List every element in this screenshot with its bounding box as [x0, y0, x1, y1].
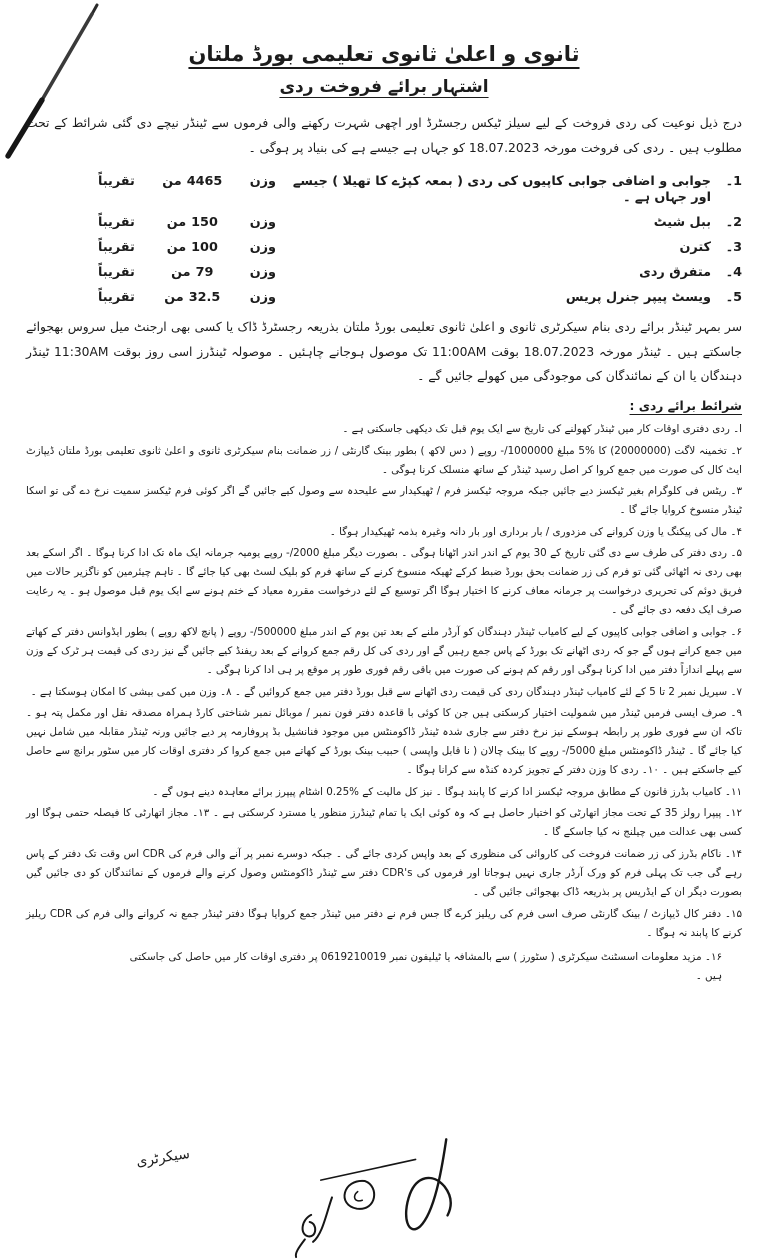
- weight-approx: تقریباً: [98, 289, 135, 305]
- scrap-item-label: ویسٹ پیپر جنرل پریس: [565, 289, 711, 305]
- condition-item-16: ۱۶۔ مزید معلومات اسسٹنٹ سیکرٹری ( سٹورز ) سے بالمشافہ یا ٹیلیفون نمبر 0619210019 پر دفتری اوقات کار میں حاصل کی جاسکتی ہیں ۔: [129, 950, 722, 982]
- weight-approx: تقریباً: [98, 239, 135, 255]
- scrap-item-number: 2۔: [725, 214, 742, 230]
- weight-value: 100: [191, 239, 218, 255]
- condition-item-5: ۵۔ ردی دفتر کی طرف سے دی گئی تاریخ کے 30 یوم کے اندر اندر اٹھانا ہوگی ۔ بصورت دیگر مبلغ 2000/- روپے یومیہ جرمانہ ایک ماہ تک ادا کرنا ہوگا ۔ اگر اسکے بعد بھی ردی نہ اٹھائی گئی تو فرم کی زر ضمانت بحق بورڈ ضبط کرکے ٹھیکہ منسوخ کرنے کے ساتھ فرم کو بلیک لسٹ بھی کیا جائے گا ۔ تاہم چیئرمین کو ناگزیر حالات میں فریق دوئم کی تحریری درخواست پر جرمانہ معاف کرنے کا اختیار ہوگا اگر توسیع کے لئے درخواست مقررہ معیاد کے ختم ہونے سے ایک یوم قبل موصول ہو ۔ یہ رعایت صرف ایک دفعہ دی جائے گی ۔: [26, 547, 742, 617]
- conditions-list: [26, 420, 742, 986]
- weight-unit: من: [171, 264, 191, 280]
- condition-item-11: ۱۱۔ کامیاب بڈرز قانون کے مطابق مروجہ ٹیکسز ادا کرنے کا پابند ہوگا ۔ نیز کل مالیت کے %0.25 اشٹام پیپرز برائے معاہدہ دینے ہوں گے ۔: [152, 785, 742, 798]
- weight-label: وزن: [249, 214, 276, 230]
- weight-value-unit: [164, 290, 220, 305]
- weight-label: وزن: [249, 239, 276, 255]
- scrap-item-weight: [98, 240, 276, 255]
- scrap-item-weight: [98, 290, 276, 305]
- weight-value: 79: [195, 264, 214, 280]
- weight-value: 4465: [186, 173, 223, 189]
- scrap-item-label: ببل شیٹ: [653, 214, 711, 230]
- scrap-item-weight: [98, 174, 276, 189]
- weight-value-unit: [171, 265, 213, 280]
- intro-line-1: درج ذیل نوعیت کی ردی فروخت کے لیے سیلز ٹیکس رجسٹرڈ اور اچھی شہرت رکھنے والی فرموں سے ٹینڈر نیچے دی گئی شرائط کے تحت مطلوب ہیں ۔: [26, 116, 742, 155]
- scrap-item-row-5: [26, 284, 742, 309]
- scrap-item-row-3: [26, 234, 742, 259]
- condition-item-3: ۳۔ ریٹس فی کلوگرام بغیر ٹیکسز دیے جائیں جبکہ مروجہ ٹیکسز فرم / ٹھیکیدار سے علیحدہ سے وصول کیے جائیں گے اگر کوئی فرم ٹیکسز سمیت نرخ دے گی تو اسکا ٹینڈر منسوخ کروایا جائے گا ۔: [26, 485, 742, 517]
- scrap-item-label: کترن: [679, 239, 711, 255]
- scrap-item-row-1: [26, 168, 742, 209]
- weight-value: 150: [191, 214, 218, 230]
- conditions-heading: شرائط برائے ردی :: [629, 398, 742, 413]
- scrap-item-row-4: [26, 259, 742, 284]
- scrap-item-desc: [679, 239, 742, 255]
- submission-paragraph: سر بمہر ٹینڈر برائے ردی بنام سیکرٹری ثانوی و اعلیٰ ثانوی تعلیمی بورڈ ملتان بذریعہ رجسٹرڈ ڈاک یا کسی بھی ارجنٹ میل سروس بھجوائے جاسکتے ہیں ۔ ٹینڈر مورخہ 18.07.2023 بوقت 11:00AM تک موصول ہوجانے چاہئیں ۔ موصولہ ٹینڈرز اسی روز بوقت 11:30AM ٹینڈر دہندگان یا ان کے نمائندگان کی موجودگی میں کھولے جائیں گے ۔: [26, 320, 742, 384]
- condition-item-4: ۴۔ مال کی پیکنگ یا وزن کروانے کی مزدوری / بار برداری اور بار دانہ وغیرہ بذمہ ٹھیکیدار ہوگا ۔: [329, 525, 742, 538]
- weight-label: وزن: [249, 289, 276, 305]
- scrap-item-number: 4۔: [725, 264, 742, 280]
- intro-paragraph: [26, 111, 742, 160]
- weight-unit: من: [162, 173, 182, 189]
- weight-value-unit: [162, 174, 222, 189]
- weight-label: وزن: [249, 173, 276, 189]
- weight-approx: تقریباً: [98, 264, 135, 280]
- condition-item-6: ۶۔ جوابی و اضافی جوابی کاپیوں کے لیے کامیاب ٹینڈر دہندگان کو آرڈر ملنے کے بعد تین یوم کے اندر مبلغ 500000/- روپے ( پانچ لاکھ روپے ) بطور ایڈوانس دفتر کے کھاتے میں جمع کرانے ہوں گے جو کہ ردی اٹھانے تک بورڈ کے پاس جمع رہیں گے اور ردی کی کل رقم جمع کروانے کے بعد ریفنڈ کیے جائیں گے نیز ردی کی قیمت ہر ٹرک کے وزن سے پہلے اندازاً دفتر میں ادا کرنا ہوگی اور رقم کم ہونے کی صورت میں باقی رقم فوری طور پر موقع پر ہی ادا کرنا ہوگی ۔: [26, 625, 743, 677]
- weight-label: وزن: [249, 264, 276, 280]
- scrap-item-row-2: [26, 209, 742, 234]
- intro-line-2: ردی کی فروخت مورخہ 18.07.2023 کو جہاں ہے جیسے ہے کی بنیاد پر ہوگی ۔: [248, 140, 665, 155]
- secretary-label: سیکرٹری: [135, 1145, 191, 1171]
- scrap-item-label: جوابی و اضافی جوابی کاپیوں کی ردی ( بمعہ کپڑے کا تھیلا ) جیسے اور جہاں ہے ۔: [292, 173, 711, 205]
- signature-mark: [274, 1131, 487, 1260]
- scrap-item-desc: [654, 214, 742, 230]
- weight-unit: من: [166, 214, 187, 230]
- condition-item-12-13: ۱۲۔ پیپرا رولز 35 کے تحت مجاز اتھارٹی کو اختیار حاصل ہے کہ وہ کوئی ایک یا تمام ٹینڈرز منظور یا مسترد کرسکتی ہے ۔ ۱۳۔ مجاز اتھارٹی کا فیصلہ حتمی ہوگا اور کسی بھی عدالت میں چیلنج نہ کیا جاسکے گا ۔: [26, 807, 742, 839]
- scrap-item-number: 5۔: [725, 289, 742, 305]
- scrap-item-desc: [639, 264, 742, 280]
- condition-item-15: ۱۵۔ دفتر کال ڈیپازٹ / بینک گارنٹی صرف اسی فرم کی ریلیز کرے گا جس فرم نے دفتر میں ٹینڈر جمع کروایا ہوگا دفتر ٹینڈر جمع نہ کروانے والی فرم کی CDR ریلیز کرنے کا پابند نہ ہوگا ۔: [26, 907, 742, 939]
- weight-unit: من: [166, 239, 187, 255]
- board-title: ثانوی و اعلیٰ ثانوی تعلیمی بورڈ ملتان: [188, 42, 580, 66]
- scrap-item-desc: [276, 173, 742, 205]
- scrap-item-number: 3۔: [725, 239, 742, 255]
- scrap-item-number: 1۔: [725, 173, 742, 189]
- scrap-item-label: متفرق ردی: [639, 264, 711, 280]
- weight-unit: من: [164, 289, 184, 305]
- signature-icon: [274, 1131, 487, 1260]
- scrap-item-weight: [98, 215, 276, 230]
- weight-value: 32.5: [188, 289, 221, 305]
- scrap-item-weight: [98, 265, 276, 280]
- scrap-items-list: [26, 168, 742, 309]
- condition-item-2: ۲۔ تخمینہ لاگت (20000000) کا %5 مبلغ 1000000/- روپے ( دس لاکھ ) بطور بینک گارنٹی / زر ضمانت بنام سیکرٹری ثانوی و اعلیٰ ثانوی تعلیمی بورڈ ملتان ڈیپازٹ ایٹ کال کی صورت میں جمع کروا کر اصل رسید ٹینڈر کے ساتھ منسلک کرنا ہوگی ۔: [26, 444, 743, 476]
- weight-value-unit: [167, 240, 218, 255]
- weight-approx: تقریباً: [98, 214, 135, 230]
- scrap-item-desc: [566, 289, 742, 305]
- condition-item-9-10: ۹۔ صرف ایسی فرمیں ٹینڈر میں شمولیت اختیار کرسکتی ہیں جن کا کوئی با قاعدہ دفتر فون نمبر / موبائل نمبر شناختی کارڈ ہمراہ مصدقہ نقل اور مکمل پتہ ہو ۔ تاکہ ان سے فوری طور پر رابطہ ہوسکے نیز نرخ دفتر سے جاری شدہ ٹینڈر ڈاکومنٹس میں موجود فنانشیل بڈ پروفارمہ پر دیے جائیں ورنہ ٹینڈر مقابلہ میں شامل نہیں کیا جائے گا ۔ ٹینڈر ڈاکومنٹس مبلغ 5000/- روپے کا بینک چالان ( نا قابل واپسی ) حبیب بینک بورڈ کے کھاتے میں جمع کروا کر دفتری اوقات کار میں سٹور برانچ سے حاصل کیے جاسکتے ہیں ۔ ۱۰۔ ردی کا وزن دفتر کے تجویز کردہ کنڈہ سے کرانا ہوگا ۔: [26, 707, 742, 777]
- advertisement-subtitle: اشتہار برائے فروخت ردی: [279, 77, 489, 97]
- condition-item-14: ۱۴۔ ناکام بڈرز کی زر ضمانت فروخت کی کاروائی کی منظوری کے بعد واپس کردی جائے گی ۔ جبکہ دوسرے نمبر پر آنے والی فرم کی CDR اس وقت تک دفتر کے پاس رہے گی جب تک پہلی فرم کو ورک آرڈر جاری نہیں ہوجاتا اور فرموں کی CDR's دفتر سے ٹینڈر ڈاکومنٹس وصول کرنے والے فرموں کے نمائندگان کو دی جائیں گیں بصورت دیگر ان کے ایڈریس پر بذریعہ ڈاک بھجوائی جائیں گی ۔: [26, 847, 742, 899]
- condition-item-1: ا۔ ردی دفتری اوقات کار میں ٹینڈر کھولنے کی تاریخ سے ایک یوم قبل تک دیکھی جاسکتی ہے ۔: [342, 422, 742, 435]
- weight-value-unit: [167, 215, 218, 230]
- condition-item-7-8: ۷۔ سیریل نمبر 2 تا 5 کے لئے کامیاب ٹینڈر دہندگان ردی کی قیمت ردی اٹھانے سے قبل بورڈ دفتر میں جمع کروائیں گے ۔ ۸۔ وزن میں کمی بیشی کا امکان ہوسکتا ہے ۔: [30, 685, 742, 698]
- weight-approx: تقریباً: [98, 173, 135, 189]
